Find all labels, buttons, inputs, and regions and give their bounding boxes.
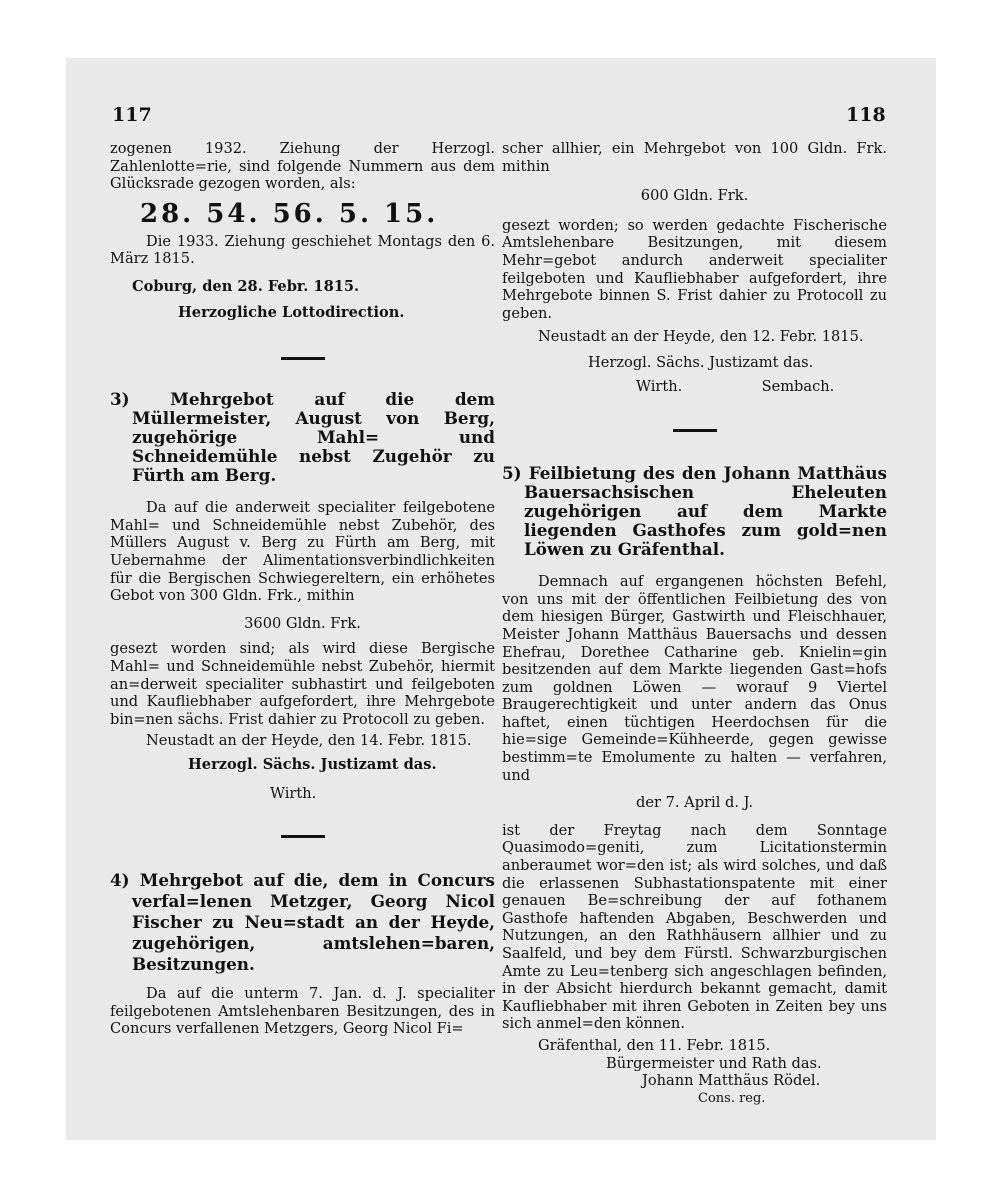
next-draw: Die 1933. Ziehung geschiehet Montags den 6. März 1815. [110,232,495,268]
section-5-body-2: ist der Freytag nach dem Sonntage Quasimodo=geniti, zum Licitationstermin anberaumet wor=den ist; als wird solches, und daß die erlassenen Subhastationspatente mit einer genauen Be=schreibung der auf fothanem Gasthofe haftenden Abgaben, Beschwerden und Nutzungen, an den Rathhäusern allhier und zu Saalfeld, und bey dem Fürstl. Schwarzburgischen Amte zu Leu=tenberg sich angeschlagen befinden, in der Absicht hierdurch bekannt gemacht, damit Kaufliebhaber mit ihren Geboten in Zeiten bey uns sich anmel=den können. [502,821,887,1033]
section-5-date: der 7. April d. J. [636,794,753,812]
section-4-body: Da auf die unterm 7. Jan. d. J. specialiter feilgebotenen Amtslehenbaren Besitzungen, des in Concurs verfallenen Metzgers, Georg Nicol Fi= [110,985,495,1038]
divider [281,357,325,360]
right-column [502,140,887,1107]
signature-sembach: Sembach. [761,377,835,395]
section-5-body: Demnach auf ergangenen höchsten Befehl, von uns mit der öffentlichen Feilbietung des von dem hiesigen Bürger, Gastwirth und Fleischhauer, Meister Johann Matthäus Bauersachs und dessen Ehefrau, Dorethee Catharine geb. Knielin=gin besitzenden auf dem Markte liegenden Gast=hofs zum goldnen Löwen — worauf 9 Viertel Braugerechtigkeit und unter andern das Onus haftet, einen tüchtigen Heerdochsen für die hie=sige Gemeinde=Kühheerde, gegen gewisse bestimm=te Emolumente zu halten — verfahren, und [502,573,887,784]
page-number-right: 118 [846,104,886,126]
section-4-heading: 4) Mehrgebot auf die, dem in Concurs verfal=lenen Metzger, Georg Nicol Fischer zu Neu=stadt an der Heyde, zugehörigen, amtslehen=baren, Besitzungen. [110,870,495,975]
section-4-continued: scher allhier, ein Mehrgebot von 100 Gldn. Frk. mithin [502,140,887,175]
coburg-date: Coburg, den 28. Febr. 1815. [132,277,360,295]
section-3-office: Herzogl. Sächs. Justizamt das. [188,755,437,773]
section-3-heading: 3) Mehrgebot auf die dem Müllermeister, August von Berg, zugehörige Mahl= und Schneidemühle nebst Zugehör zu Fürth am Berg. [110,389,495,486]
signature-wirth: Wirth. [636,377,683,395]
section-5-place-date: Gräfenthal, den 11. Febr. 1815. [538,1036,771,1054]
lottery-numbers: 28. 54. 56. 5. 15. [140,198,439,229]
lotto-signature: Herzogliche Lottodirection. [178,303,405,321]
section-4-office: Herzogl. Sächs. Justizamt das. [588,353,814,371]
lottery-text: zogenen 1932. Ziehung der Herzogl. Zahlenlotte=rie, sind folgende Nummern aus dem Glücksrade gezogen worden, als: [110,140,495,193]
page-number-left: 117 [112,104,152,126]
section-4-body-2: gesezt worden; so werden gedachte Fischerische Amtslehenbare Besitzungen, mit diesem Mehr=gebot andurch anderweit specialiter feilgeboten und Kaufliebhaber aufgefordert, ihre Mehrgebote binnen S. Frist dahier zu Protocoll zu geben. [502,216,887,322]
section-5-title: Cons. reg. [698,1090,766,1106]
divider [281,835,325,838]
section-4-place-date: Neustadt an der Heyde, den 12. Febr. 1815. [538,328,864,346]
section-4-amount: 600 Gldn. Frk. [640,187,749,205]
section-3-place-date: Neustadt an der Heyde, den 14. Febr. 1815. [146,732,472,750]
section-5-office: Bürgermeister und Rath das. [606,1054,822,1072]
section-5-signature: Johann Matthäus Rödel. [642,1072,821,1090]
left-column [110,140,495,1038]
section-3-amount: 3600 Gldn. Frk. [244,614,361,632]
section-4-signatures [502,378,887,396]
section-3-body-2: gesezt worden sind; als wird diese Bergische Mahl= und Schneidemühle nebst Zubehör, hiermit an=derweit specialiter subhastirt und feilgeboten und Kaufliebhaber aufgefordert, ihre Mehrgebote bin=nen sächs. Frist dahier zu Protocoll zu geben. [110,640,495,728]
section-3-body: Da auf die anderweit specialiter feilgebotene Mahl= und Schneidemühle nebst Zubehör, des Müllers August v. Berg zu Fürth am Berg, mit Uebernahme der Alimentationsverbindlichkeiten für die Bergischen Schwiegereltern, ein erhöhetes Gebot von 300 Gldn. Frk., mithin [110,499,495,605]
divider [673,429,717,432]
section-3-signature: Wirth. [270,785,317,803]
section-5-heading: 5) Feilbietung des den Johann Matthäus Bauersachsischen Eheleuten zugehörigen auf dem Markte liegenden Gasthofes zum gold=nen Löwen zu Gräfenthal. [502,463,887,560]
